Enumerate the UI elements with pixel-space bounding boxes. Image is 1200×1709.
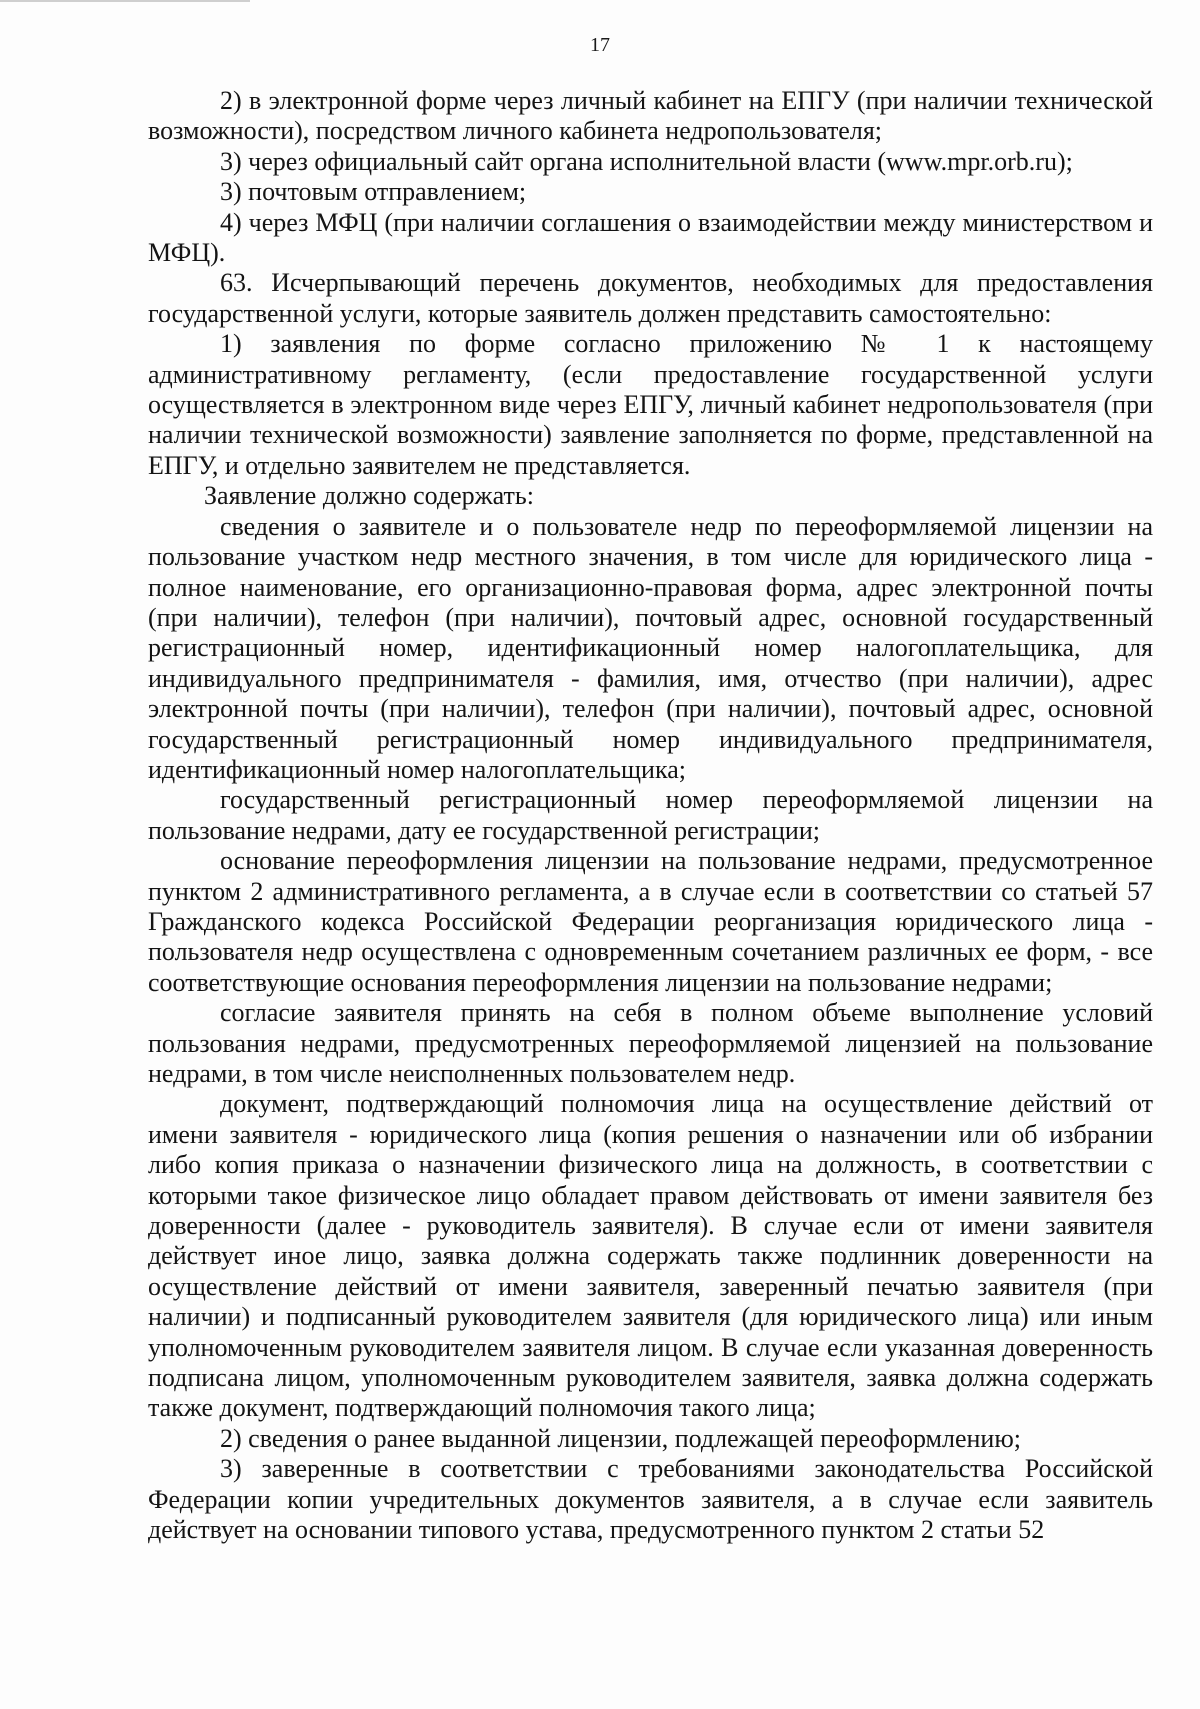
scan-edge-line — [0, 0, 250, 2]
paragraph-item-2-previous-license: 2) сведения о ранее выданной лицензии, подлежащей переоформлению; — [220, 1423, 1021, 1453]
paragraph-63-documents-list: 63. Исчерпывающий перечень документов, необходимых для предоставления государственной услуги, которые заявитель должен представить самостоятельно: — [148, 268, 1153, 328]
paragraph-item-2-electronic: 2) в электронной форме через личный кабинет на ЕПГУ (при наличии технической возможности), посредством личного кабинета недропользователя; — [148, 86, 1153, 146]
document-body — [148, 86, 1153, 1546]
paragraph-item-3-post: 3) почтовым отправлением; — [220, 177, 527, 207]
paragraph-item-4-mfc: 4) через МФЦ (при наличии соглашения о взаимодействии между министерством и МФЦ). — [148, 207, 1153, 268]
paragraph-reissue-basis: основание переоформления лицензии на пользование недрами, предусмотренное пунктом 2 административного регламента, а в случае если в соответствии со статьей 57 Гражданского кодекса Российской Федерации реорганизация юридического лица - пользователя недр осуществлена с одновременным сочетанием различных ее форм, - все соответствующие основания переоформления лицензии на пользование недрами; — [148, 846, 1153, 997]
paragraph-registration-number: государственный регистрационный номер переоформляемой лицензии на пользование недрами, дату ее государственной регистрации; — [148, 785, 1153, 845]
paragraph-item-1-application: 1) заявления по форме согласно приложению № 1 к настоящему административному регламенту, (если предоставление государственной услуги осуществляется в электронном виде через ЕПГУ, личный кабинет недропользователя (при наличии технической возможности) заявление заполняется по форме, представленной на ЕПГУ, и отдельно заявителем не представляется. — [148, 329, 1153, 480]
paragraph-applicant-info: сведения о заявителе и о пользователе недр по переоформляемой лицензии на пользование участком недр местного значения, в том числе для юридического лица - полное наименование, его организационно-правовая форма, адрес электронной почты (при наличии), телефон (при наличии), почтовый адрес, основной государственный регистрационный номер, идентификационный номер налогоплательщика, для индивидуального предпринимателя - фамилия, имя, отчество (при наличии), адрес электронной почты (при наличии), телефон (при наличии), почтовый адрес, основной государственный регистрационный номер индивидуального предпринимателя, идентификационный номер налогоплательщика; — [148, 511, 1153, 784]
paragraph-applicant-consent: согласие заявителя принять на себя в полном объеме выполнение условий пользования недрами, предусмотренных переоформляемой лицензией на пользование недрами, в том числе неисполненных пользователем недр. — [148, 998, 1153, 1088]
paragraph-authority-document: документ, подтверждающий полномочия лица на осуществление действий от имени заявителя - юридического лица (копия решения о назначении или об избрании либо копия приказа о назначении физического лица на должность, в соответствии с которыми такое физическое лицо обладает правом действовать от имени заявителя без доверенности (далее - руководитель заявителя). В случае если от имени заявителя действует иное лицо, заявка должна содержать также подлинник доверенности на осуществление действий от имени заявителя, заверенный печатью заявителя (при наличии) и подписанный руководителем заявителя (для юридического лица) или иным уполномоченным руководителем заявителя лицом. В случае если указанная доверенность подписана лицом, уполномоченным руководителем заявителя, заявка должна содержать также документ, подтверждающий полномочия такого лица; — [148, 1089, 1153, 1423]
paragraph-application-contents: Заявление должно содержать: — [204, 481, 534, 511]
paragraph-item-3-constituent-docs: 3) заверенные в соответствии с требованиями законодательства Российской Федерации копии учредительных документов заявителя, а в случае если заявитель действует на основании типового устава, предусмотренного пунктом 2 статьи 52 — [148, 1454, 1153, 1545]
page-number: 17 — [590, 34, 610, 56]
paragraph-item-3-website: 3) через официальный сайт органа исполнительной власти (www.mpr.orb.ru); — [220, 146, 1073, 176]
